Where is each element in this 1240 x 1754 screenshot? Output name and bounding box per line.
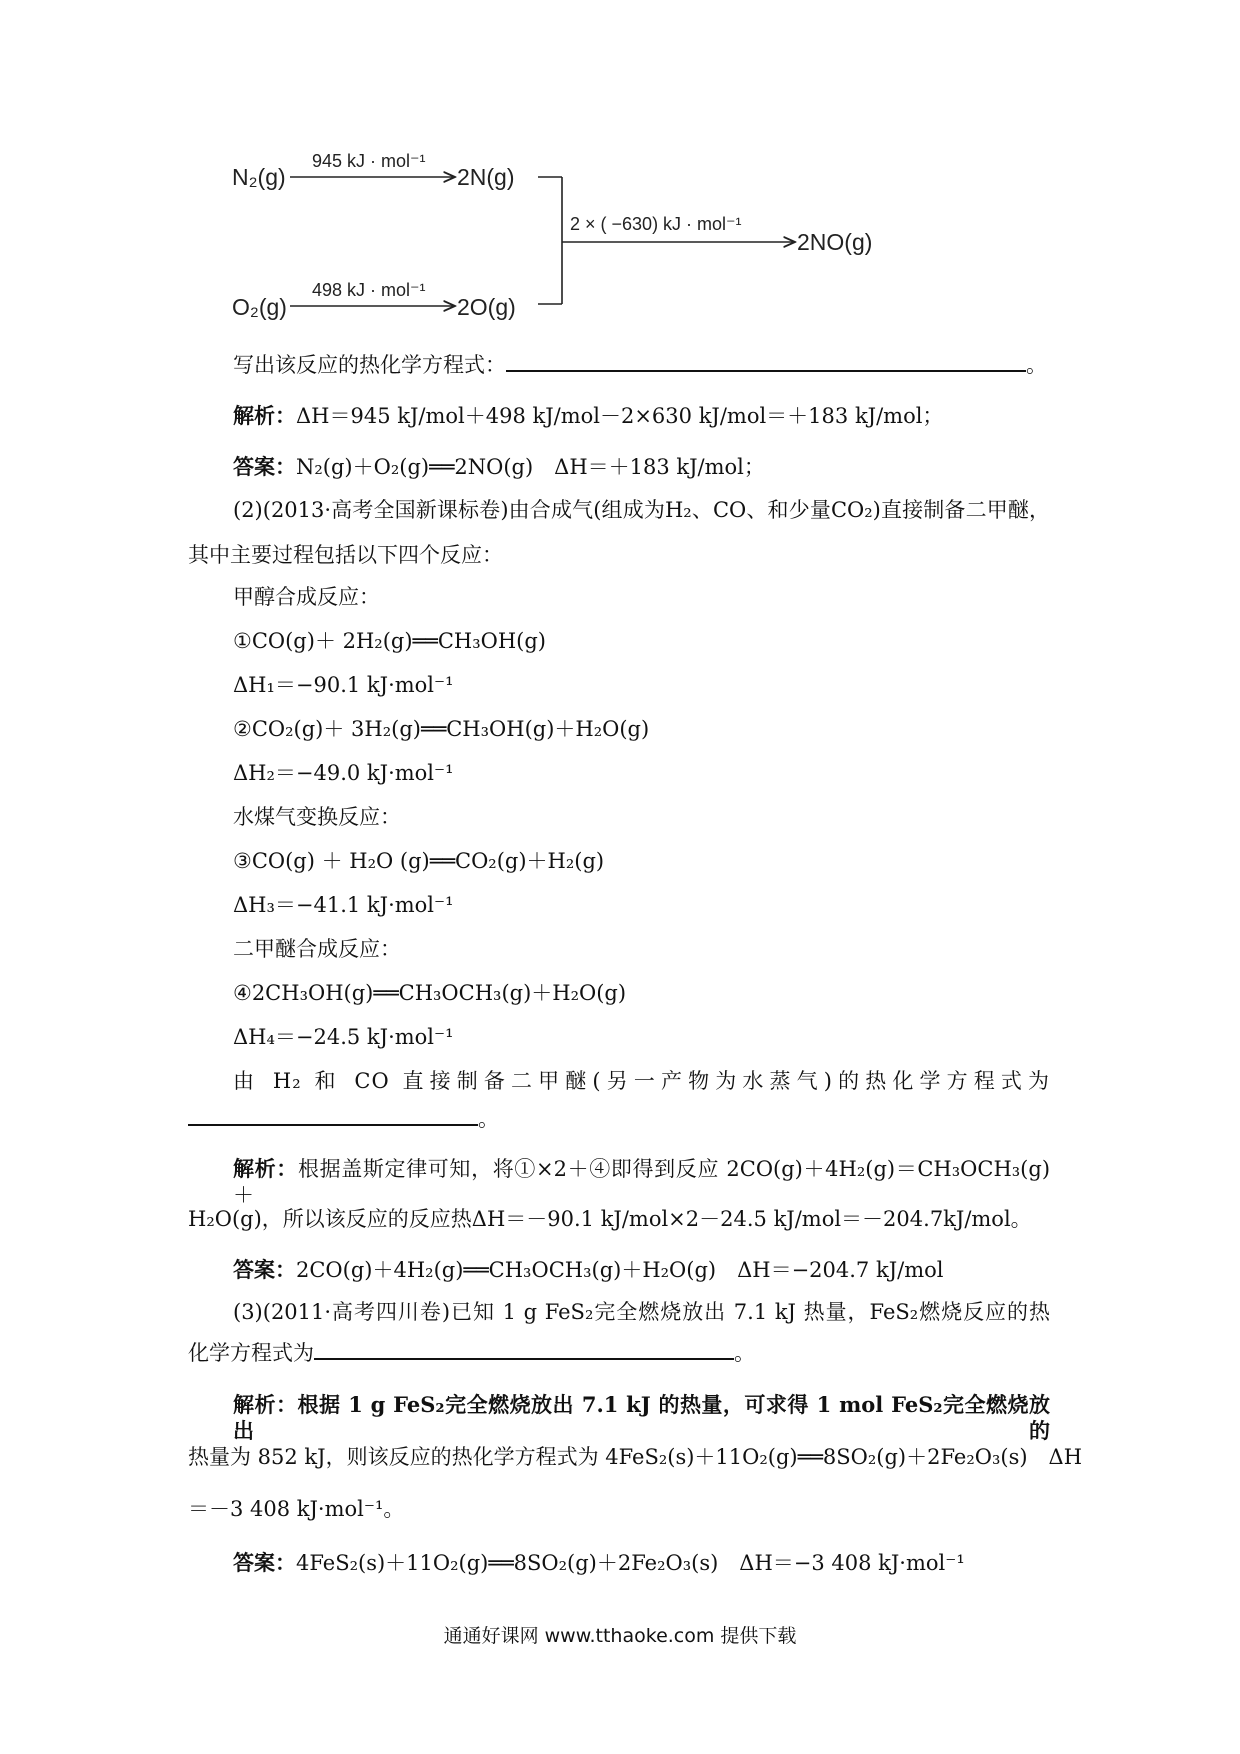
q1-analysis-label: 解析： [233, 403, 296, 428]
q2-reaction-1: ①CO(g)＋ 2H₂(g)══CH₃OH(g) [233, 629, 546, 653]
o2-label: O₂(g) [232, 294, 287, 320]
q2-intro-1: (2)(2013·高考全国新课标卷)由合成气(组成为H₂、CO、和少量CO₂)直接制备二甲醚， [233, 498, 1050, 522]
q2-reaction-4: ④2CH₃OH(g)══CH₃OCH₃(g)＋H₂O(g) [233, 981, 627, 1005]
two-o-label: 2O(g) [457, 294, 516, 320]
q3-intro-line-2 [188, 1340, 755, 1366]
q2-heading-methanol: 甲醇合成反应： [233, 585, 380, 609]
q2-answer-label: 答案： [233, 1257, 296, 1282]
n2-energy-label: 945 kJ · mol⁻¹ [312, 151, 426, 171]
two-n-label: 2N(g) [457, 164, 515, 190]
q2-end: 。 [478, 1107, 499, 1131]
page-footer: 通通好课网 www.tthaoke.com 提供下载 [443, 1625, 797, 1647]
energy-diagram [200, 135, 920, 345]
q1-analysis-text: ΔH＝945 kJ/mol＋498 kJ/mol－2×630 kJ/mol＝＋183 kJ/mol； [296, 404, 944, 428]
q2-answer-blank[interactable] [188, 1106, 478, 1126]
no-energy-label: 2 × ( −630) kJ · mol⁻¹ [570, 214, 742, 234]
q1-answer-blank[interactable] [506, 352, 1026, 372]
q2-answer-text: 2CO(g)＋4H₂(g)══CH₃OCH₃(g)＋H₂O(g) ΔH＝−204.7 kJ/mol [296, 1258, 944, 1282]
q3-analysis-label: 解析： [233, 1392, 298, 1417]
q2-analysis-label: 解析： [233, 1156, 298, 1181]
q2-reaction-2: ②CO₂(g)＋ 3H₂(g)══CH₃OH(g)＋H₂O(g) [233, 717, 650, 741]
q2-reaction-3: ③CO(g) ＋ H₂O (g)══CO₂(g)＋H₂(g) [233, 849, 605, 873]
q3-answer-text: 4FeS₂(s)＋11O₂(g)══8SO₂(g)＋2Fe₂O₃(s) ΔH＝−3 408 kJ·mol⁻¹ [296, 1551, 965, 1575]
q1-answer-label: 答案： [233, 454, 296, 479]
q3-answer-blank[interactable] [314, 1340, 734, 1360]
q3-analysis-1 [233, 1392, 1050, 1444]
q1-analysis [233, 403, 943, 429]
q2-intro-2: 其中主要过程包括以下四个反应： [188, 543, 503, 567]
q3-analysis-2 [188, 1444, 1082, 1470]
q3-end: 。 [734, 1341, 755, 1365]
q1-answer [233, 454, 765, 480]
q2-dh-2: ΔH₂＝−49.0 kJ·mol⁻¹ [233, 761, 454, 785]
q2-analysis-2: H₂O(g)，所以该反应的反应热ΔH＝－90.1 kJ/mol×2－24.5 kJ/mol＝－204.7kJ/mol。 [188, 1207, 1032, 1231]
n2-label: N₂(g) [232, 164, 286, 190]
o2-energy-label: 498 kJ · mol⁻¹ [312, 280, 426, 300]
q2-dh-4: ΔH₄＝−24.5 kJ·mol⁻¹ [233, 1025, 454, 1049]
q2-dh-3: ΔH₃＝−41.1 kJ·mol⁻¹ [233, 893, 454, 917]
q3-answer [233, 1550, 965, 1576]
q1-answer-text: N₂(g)＋O₂(g)══2NO(g) ΔH＝＋183 kJ/mol； [296, 455, 765, 479]
q1-prompt: 写出该反应的热化学方程式： [233, 353, 506, 377]
q2-heading-watergas: 水煤气变换反应： [233, 805, 401, 829]
q2-analysis-1 [233, 1156, 1050, 1208]
q3-answer-label: 答案： [233, 1550, 296, 1575]
two-no-label: 2NO(g) [797, 229, 873, 255]
q2-question: 由 H₂ 和 CO 直接制备二甲醚(另一产物为水蒸气)的热化学方程式为 [233, 1069, 1050, 1093]
q2-answer [233, 1257, 943, 1283]
q2-blank-line [188, 1106, 499, 1132]
q2-heading-dme: 二甲醚合成反应： [233, 937, 401, 961]
q1-prompt-line [233, 352, 1047, 378]
q3-analysis-text-2: 热量为 852 kJ，则该反应的热化学方程式为 4FeS₂(s)＋11O₂(g)══8SO₂(g)＋2Fe₂O₃(s) ΔH [188, 1445, 1083, 1469]
q1-end: 。 [1026, 353, 1047, 377]
q3-analysis-3: ＝－3 408 kJ·mol⁻¹。 [188, 1497, 405, 1521]
q2-dh-1: ΔH₁＝−90.1 kJ·mol⁻¹ [233, 673, 454, 697]
q3-intro-2: 化学方程式为 [188, 1341, 314, 1365]
q3-analysis-text-1: 根据 1 g FeS₂完全燃烧放出 7.1 kJ 的热量，可求得 1 mol FeS₂完全燃烧放出的 [233, 1392, 1050, 1443]
q2-analysis-text-1: 根据盖斯定律可知，将①×2＋④即得到反应 2CO(g)＋4H₂(g)＝CH₃OCH₃(g)＋ [233, 1157, 1051, 1207]
q3-intro-1: (3)(2011·高考四川卷)已知 1 g FeS₂完全燃烧放出 7.1 kJ 热量，FeS₂燃烧反应的热 [233, 1300, 1050, 1324]
